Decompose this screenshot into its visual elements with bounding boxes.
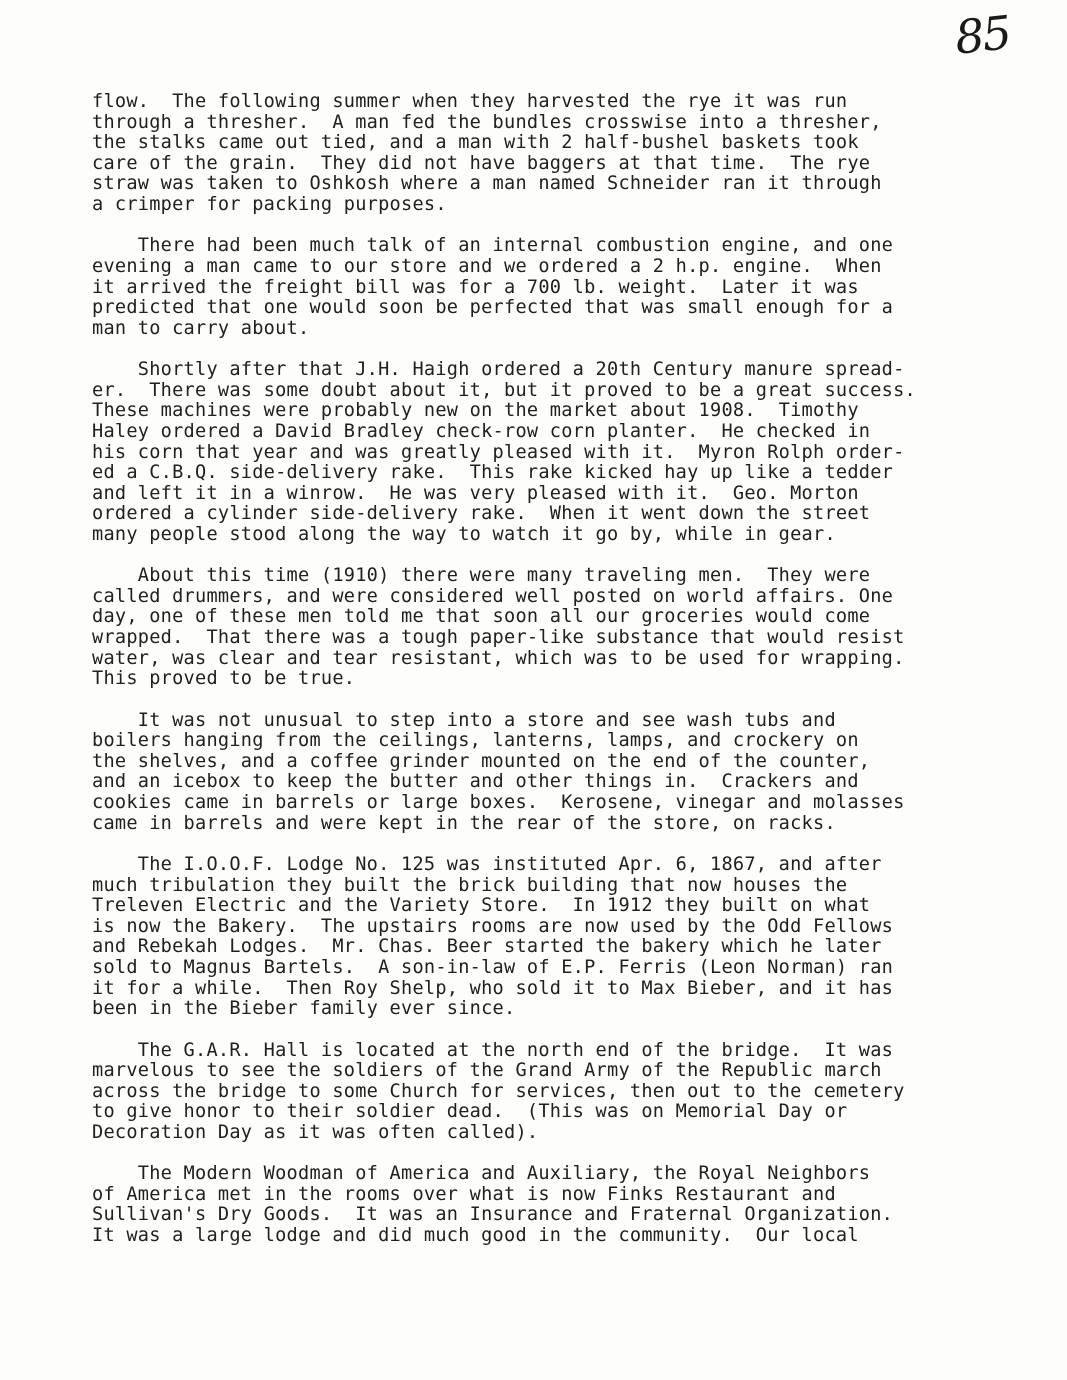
- paragraph: [92, 236, 992, 339]
- text-line: marvelous to see the soldiers of the Grand Army of the Republic march: [92, 1060, 882, 1082]
- text-line: sold to Magnus Bartels. A son-in-law of E.P. Ferris (Leon Norman) ran: [92, 956, 894, 978]
- text-line: Shortly after that J.H. Haigh ordered a 20th Century manure spread-: [92, 359, 905, 381]
- text-line: Haley ordered a David Bradley check-row corn planter. He checked in: [92, 420, 871, 442]
- paragraph: [92, 1041, 992, 1144]
- text-line: and Rebekah Lodges. Mr. Chas. Beer started the bakery which he later: [92, 936, 882, 958]
- text-line: the shelves, and a coffee grinder mounted on the end of the counter,: [92, 750, 871, 772]
- text-line: it arrived the freight bill was for a 700 lb. weight. Later it was: [92, 276, 859, 298]
- text-line: ed a C.B.Q. side-delivery rake. This rake kicked hay up like a tedder: [92, 462, 894, 484]
- text-line: been in the Bieber family ever since.: [92, 998, 516, 1020]
- paragraph: [92, 566, 992, 690]
- text-line: The G.A.R. Hall is located at the north end of the bridge. It was: [92, 1039, 894, 1061]
- text-line: The I.O.O.F. Lodge No. 125 was instituted Apr. 6, 1867, and after: [92, 853, 882, 875]
- paragraph: [92, 855, 992, 1020]
- text-line: care of the grain. They did not have baggers at that time. The rye: [92, 152, 871, 174]
- text-line: his corn that year and was greatly pleased with it. Myron Rolph order-: [92, 441, 905, 463]
- paragraph: [92, 92, 992, 216]
- text-line: of America met in the rooms over what is now Finks Restaurant and: [92, 1183, 836, 1205]
- text-line: a crimper for packing purposes.: [92, 193, 447, 215]
- text-line: evening a man came to our store and we ordered a 2 h.p. engine. When: [92, 255, 882, 277]
- paragraph: [92, 1164, 992, 1246]
- paragraph: [92, 360, 992, 545]
- text-line: er. There was some doubt about it, but it proved to be a great success.: [92, 379, 916, 401]
- text-line: is now the Bakery. The upstairs rooms are now used by the Odd Fellows: [92, 915, 894, 937]
- text-line: wrapped. That there was a tough paper-like substance that would resist: [92, 627, 905, 649]
- text-line: These machines were probably new on the market about 1908. Timothy: [92, 400, 859, 422]
- text-line: across the bridge to some Church for services, then out to the cemetery: [92, 1080, 905, 1102]
- text-line: it for a while. Then Roy Shelp, who sold it to Max Bieber, and it has: [92, 977, 894, 999]
- text-line: This proved to be true.: [92, 668, 356, 690]
- text-line: It was a large lodge and did much good in the community. Our local: [92, 1225, 859, 1247]
- text-line: many people stood along the way to watch it go by, while in gear.: [92, 523, 836, 545]
- text-line: much tribulation they built the brick building that now houses the: [92, 874, 848, 896]
- text-line: the stalks came out tied, and a man with 2 half-bushel baskets took: [92, 132, 859, 154]
- text-line: called drummers, and were considered well posted on world affairs. One: [92, 585, 894, 607]
- text-line: day, one of these men told me that soon all our groceries would come: [92, 606, 871, 628]
- text-line: It was not unusual to step into a store and see wash tubs and: [92, 709, 836, 731]
- text-line: Treleven Electric and the Variety Store. In 1912 they built on what: [92, 895, 871, 917]
- document-body: [92, 92, 992, 1267]
- text-line: ordered a cylinder side-delivery rake. When it went down the street: [92, 503, 871, 525]
- text-line: About this time (1910) there were many traveling men. They were: [92, 565, 871, 587]
- text-line: boilers hanging from the ceilings, lanterns, lamps, and crockery on: [92, 730, 859, 752]
- text-line: Sullivan's Dry Goods. It was an Insurance and Fraternal Organization.: [92, 1204, 894, 1226]
- text-line: flow. The following summer when they harvested the rye it was run: [92, 91, 848, 112]
- paragraph: [92, 711, 992, 835]
- text-line: man to carry about.: [92, 317, 310, 339]
- text-line: straw was taken to Oshkosh where a man named Schneider ran it through: [92, 173, 882, 195]
- text-line: There had been much talk of an internal combustion engine, and one: [92, 235, 894, 257]
- text-line: The Modern Woodman of America and Auxiliary, the Royal Neighbors: [92, 1163, 871, 1185]
- text-line: predicted that one would soon be perfected that was small enough for a: [92, 297, 894, 319]
- text-line: Decoration Day as it was often called).: [92, 1121, 539, 1143]
- text-line: water, was clear and tear resistant, which was to be used for wrapping.: [92, 647, 905, 669]
- text-line: and an icebox to keep the butter and other things in. Crackers and: [92, 771, 859, 793]
- text-line: through a thresher. A man fed the bundles crosswise into a thresher,: [92, 111, 882, 133]
- handwritten-page-number: 85: [952, 5, 1013, 65]
- text-line: to give honor to their soldier dead. (This was on Memorial Day or: [92, 1101, 848, 1123]
- text-line: and left it in a winrow. He was very pleased with it. Geo. Morton: [92, 482, 859, 504]
- text-line: came in barrels and were kept in the rear of the store, on racks.: [92, 812, 836, 834]
- text-line: cookies came in barrels or large boxes. Kerosene, vinegar and molasses: [92, 792, 905, 813]
